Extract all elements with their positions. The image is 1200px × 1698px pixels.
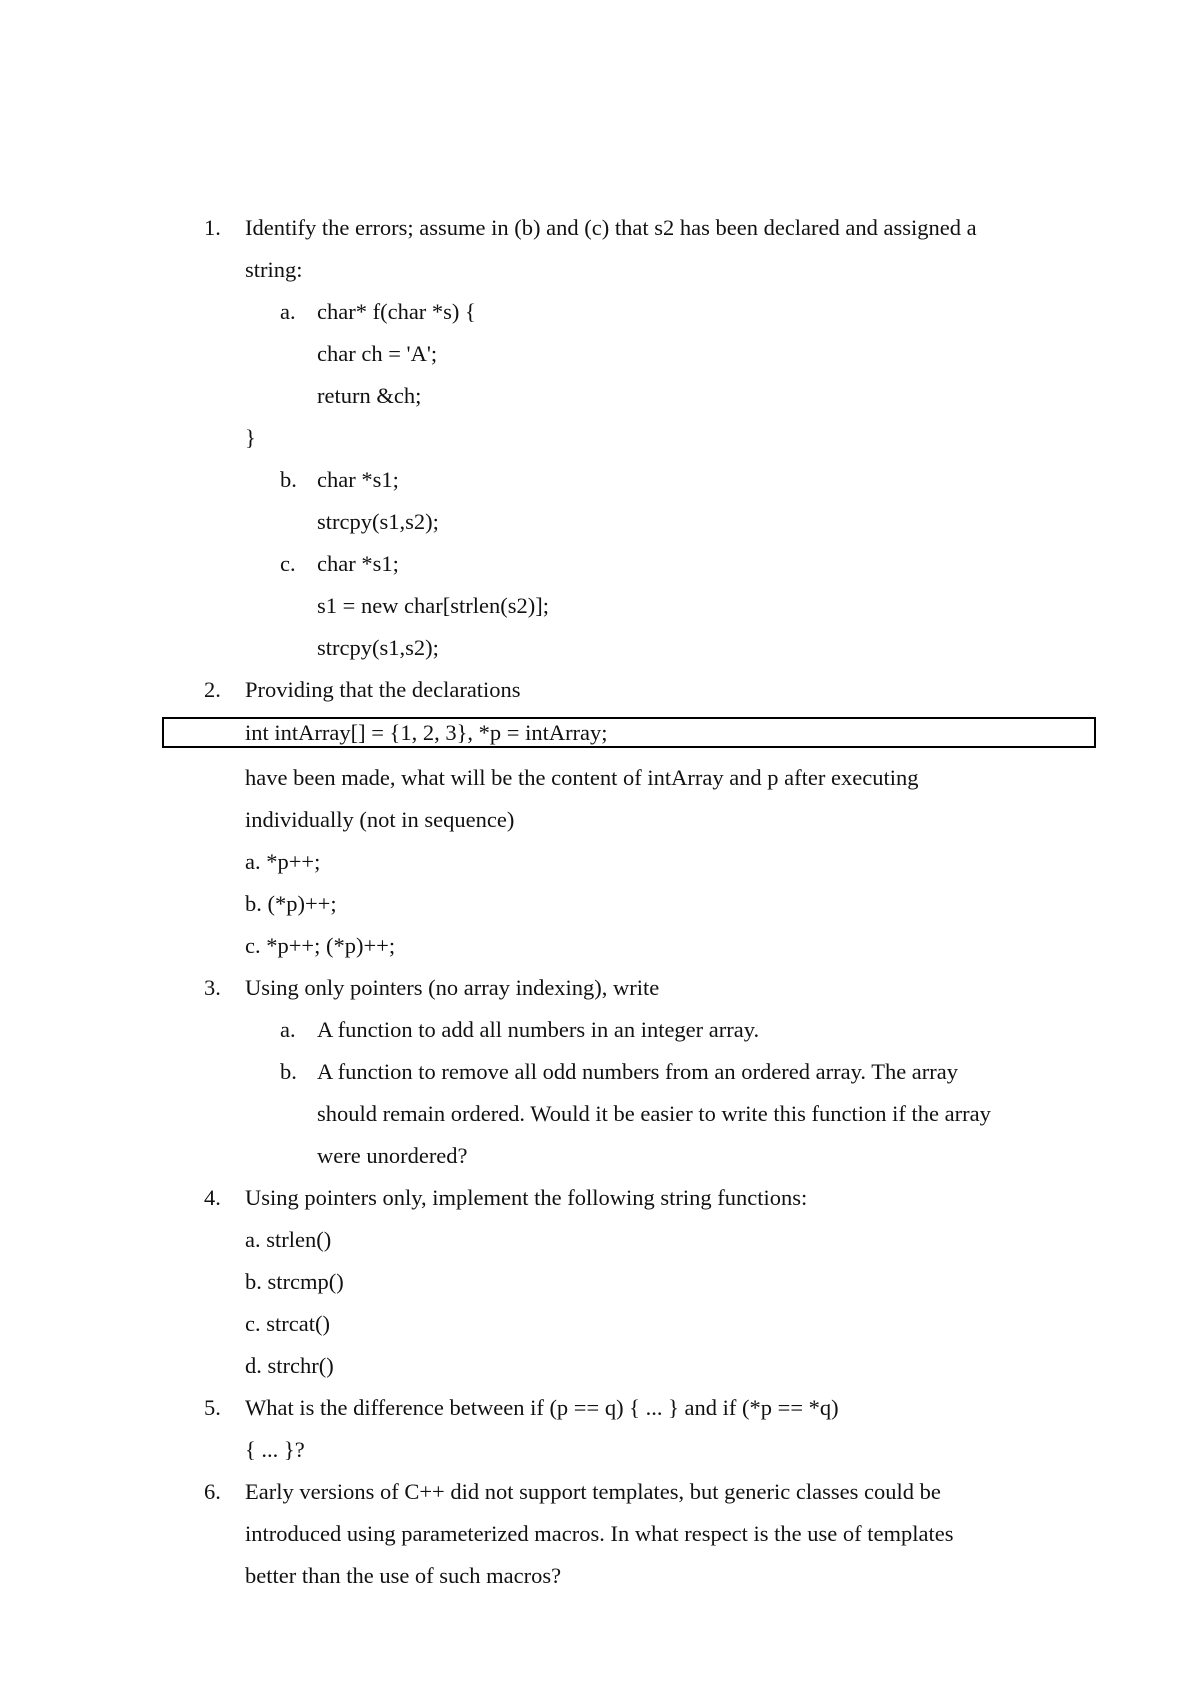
q1b-code-line1: char *s1; <box>317 467 399 492</box>
q1c-label: c. <box>280 551 296 576</box>
q2-text-line2: have been made, what will be the content of intArray and p after executing <box>245 765 919 790</box>
q2-text-line1: Providing that the declarations <box>245 677 521 702</box>
q3-text-line1: Using only pointers (no array indexing), write <box>245 975 660 1000</box>
q3b-label: b. <box>280 1059 297 1084</box>
q1-text-line1: Identify the errors; assume in (b) and (c) that s2 has been declared and assigned a <box>245 215 977 240</box>
q5-text-line1: What is the difference between if (p == q) { ... } and if (*p == *q) <box>245 1395 839 1420</box>
q5-text-line2: { ... }? <box>245 1437 305 1462</box>
q3a-label: a. <box>280 1017 296 1042</box>
q1a-code-line4: } <box>245 425 256 450</box>
q2-declaration-code: int intArray[] = {1, 2, 3}, *p = intArray; <box>245 720 608 745</box>
q2-number: 2. <box>204 677 221 702</box>
q4-option-c: c. strcat() <box>245 1311 330 1336</box>
q1c-code-line1: char *s1; <box>317 551 399 576</box>
q1-text-line2: string: <box>245 257 303 282</box>
q1b-label: b. <box>280 467 297 492</box>
q4-number: 4. <box>204 1185 221 1210</box>
q4-option-b: b. strcmp() <box>245 1269 344 1294</box>
q2-option-a: a. *p++; <box>245 849 321 874</box>
q4-text-line1: Using pointers only, implement the following string functions: <box>245 1185 808 1210</box>
q2-text-line3: individually (not in sequence) <box>245 807 515 832</box>
q3-number: 3. <box>204 975 221 1000</box>
q1a-code-line1: char* f(char *s) { <box>317 299 476 324</box>
q3a-text: A function to add all numbers in an integer array. <box>317 1017 760 1042</box>
q3b-text-line1: A function to remove all odd numbers from an ordered array. The array <box>317 1059 959 1084</box>
q6-text-line2: introduced using parameterized macros. In what respect is the use of templates <box>245 1521 954 1546</box>
q6-text-line1: Early versions of C++ did not support templates, but generic classes could be <box>245 1479 941 1504</box>
q3b-text-line3: were unordered? <box>317 1143 468 1168</box>
q6-number: 6. <box>204 1479 221 1504</box>
q1a-label: a. <box>280 299 296 324</box>
q1b-code-line2: strcpy(s1,s2); <box>317 509 439 534</box>
q1c-code-line3: strcpy(s1,s2); <box>317 635 439 660</box>
q1a-code-line2: char ch = 'A'; <box>317 341 438 366</box>
q2-option-c: c. *p++; (*p)++; <box>245 933 396 958</box>
q5-number: 5. <box>204 1395 221 1420</box>
q4-option-d: d. strchr() <box>245 1353 334 1378</box>
q2-option-b: b. (*p)++; <box>245 891 337 916</box>
q6-text-line3: better than the use of such macros? <box>245 1563 562 1588</box>
q1c-code-line2: s1 = new char[strlen(s2)]; <box>317 593 549 618</box>
q1a-code-line3: return &ch; <box>317 383 422 408</box>
q1-number: 1. <box>204 215 221 240</box>
q4-option-a: a. strlen() <box>245 1227 332 1252</box>
q3b-text-line2: should remain ordered. Would it be easier to write this function if the array <box>317 1101 991 1126</box>
